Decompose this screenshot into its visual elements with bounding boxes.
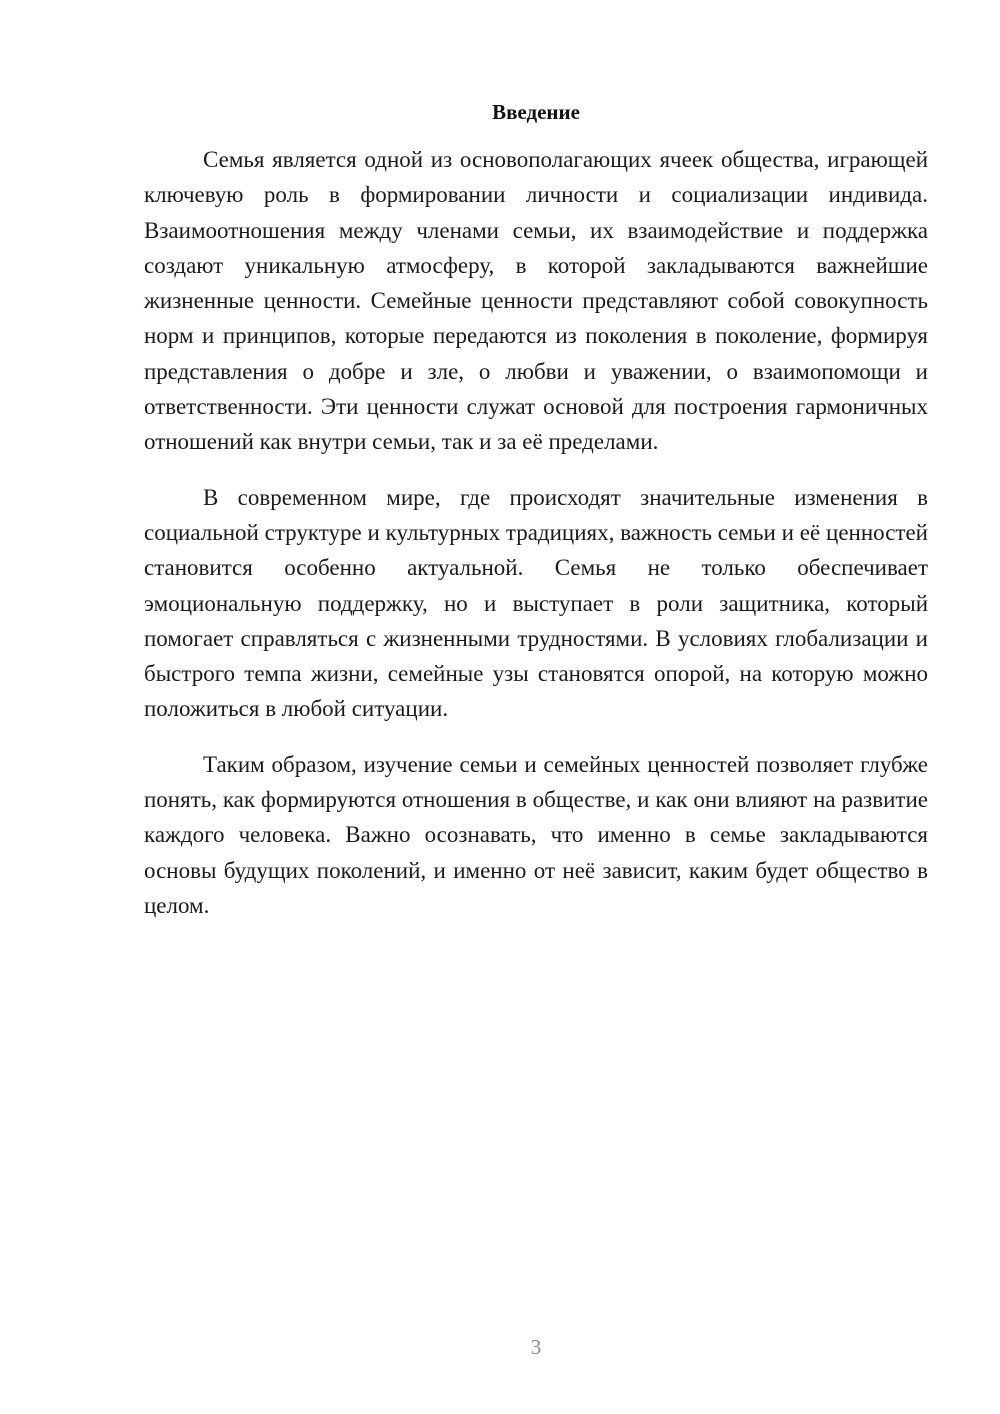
document-body <box>144 142 928 943</box>
page-number: 3 <box>530 1335 542 1359</box>
paragraph-conclusion: Таким образом, изучение семьи и семейных ценностей позволяет глубже понять, как формируются отношения в обществе, и как они влияют на развитие каждого человека. Важно осознавать, что именно в семье закладываются основы будущих поколений, и именно от неё зависит, каким будет общество в целом. <box>144 751 928 918</box>
page-title: Введение <box>492 100 580 124</box>
paragraph-intro: Семья является одной из основополагающих ячеек общества, играющей ключевую роль в формировании личности и социализации индивида. Взаимоотношения между членами семьи, их взаимодействие и поддержка создают уникальную атмосферу, в которой закладываются важнейшие жизненные ценности. Семейные ценности представляют собой совокупность норм и принципов, которые передаются из поколения в поколение, формируя представления о добре и зле, о любви и уважении, о взаимопомощи и ответственности. Эти ценности служат основой для построения гармоничных отношений как внутри семьи, так и за её пределами. <box>144 147 928 455</box>
paragraph-modern-world: В современном мире, где происходят значительные изменения в социальной структуре и культурных традициях, важность семьи и её ценностей становится особенно актуальной. Семья не только обеспечивает эмоциональную поддержку, но и выступает в роли защитника, который помогает справляться с жизненными трудностями. В условиях глобализации и быстрого темпа жизни, семейные узы становятся опорой, на которую можно положиться в любой ситуации. <box>144 484 928 722</box>
